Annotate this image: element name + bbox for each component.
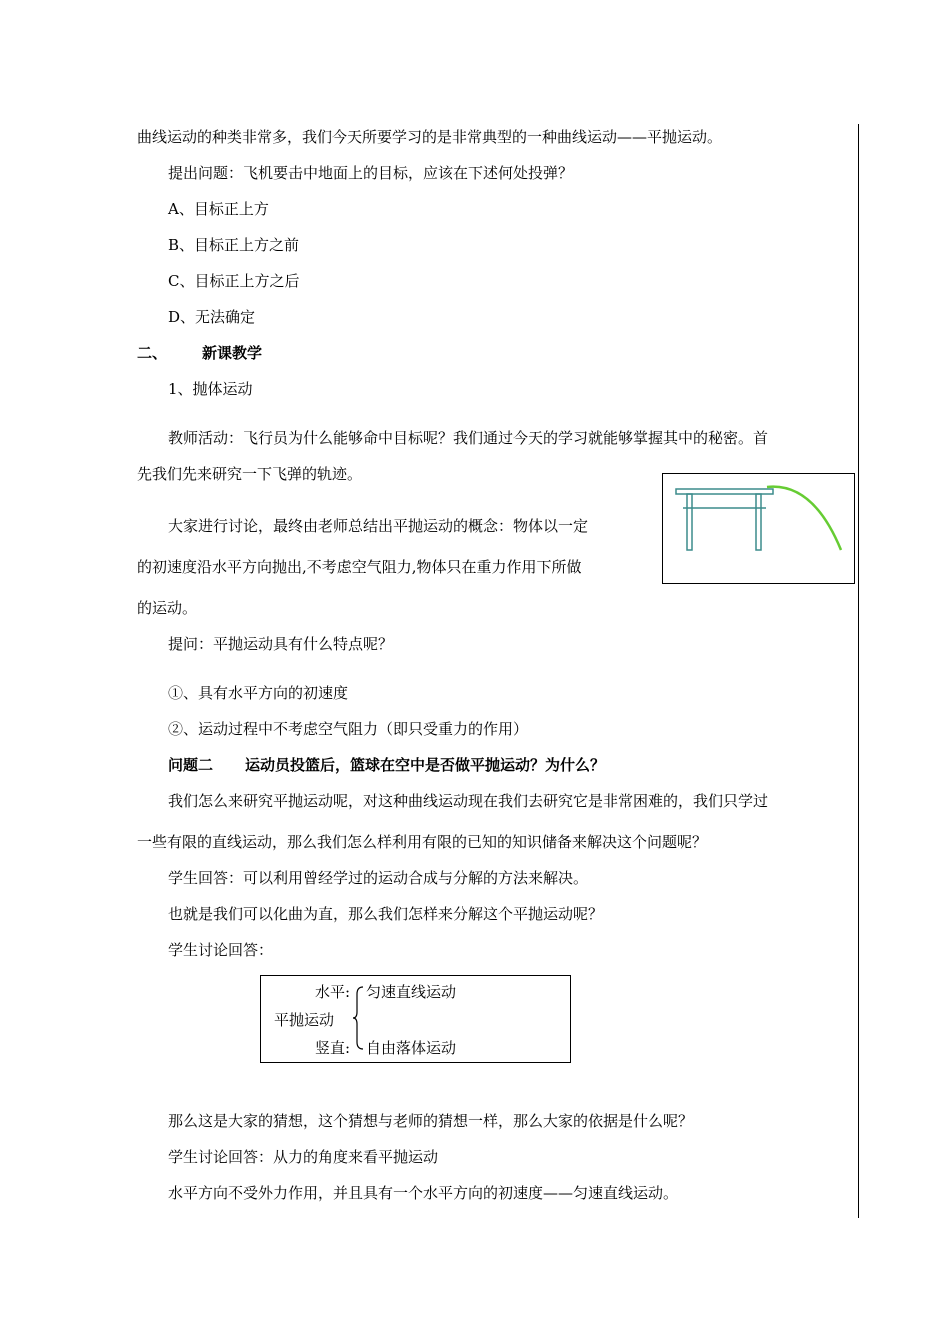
- discussion-line2: 的初速度沿水平方向抛出,不考虑空气阻力,物体只在重力作用下所做: [137, 558, 582, 576]
- table-trajectory-figure: [662, 473, 855, 584]
- right-margin-rule: [858, 124, 859, 1218]
- table-leg-right: [756, 494, 761, 550]
- option-d: D、无法确定: [168, 308, 256, 326]
- student-answer-2: 也就是我们可以化曲为直，那么我们怎样来分解这个平抛运动呢？: [168, 905, 604, 923]
- discussion-line1: 大家进行讨论，最终由老师总结出平抛运动的概念：物体以一定: [168, 517, 589, 535]
- table-trajectory-diagram: [663, 474, 854, 583]
- subsection-title: 1、抛体运动: [168, 380, 253, 398]
- horizontal-label: 水平:: [315, 983, 351, 1001]
- guess-paragraph: 那么这是大家的猜想，这个猜想与老师的猜想一样，那么大家的依据是什么呢？: [168, 1112, 694, 1130]
- vertical-label: 竖直:: [315, 1039, 351, 1057]
- horizontal-value: 匀速直线运动: [366, 983, 457, 1001]
- option-c: C、目标正上方之后: [168, 272, 300, 290]
- vertical-value: 自由落体运动: [366, 1039, 457, 1057]
- teacher-activity-line2: 先我们先来研究一下飞弹的轨迹。: [137, 465, 363, 483]
- horizontal-paragraph: 水平方向不受外力作用，并且具有一个水平方向的初速度——匀速直线运动。: [168, 1184, 679, 1202]
- main-label: 平抛运动: [274, 1011, 335, 1029]
- decomposition-box: [260, 975, 571, 1063]
- section-number: 二、: [137, 344, 168, 362]
- student-answer-1: 学生回答：可以利用曾经学过的运动合成与分解的方法来解决。: [168, 869, 589, 887]
- method-line1: 我们怎么来研究平抛运动呢，对这种曲线运动现在我们去研究它是非常困难的，我们只学过: [168, 792, 769, 810]
- method-line2: 一些有限的直线运动，那么我们怎么样利用有限的已知的知识储备来解决这个问题呢？: [137, 833, 708, 851]
- table-leg-left: [687, 494, 692, 550]
- curly-brace-icon: [352, 986, 366, 1050]
- student-answer-3: 学生讨论回答：: [168, 941, 274, 959]
- feature-2: ②、运动过程中不考虑空气阻力（即只受重力的作用）: [168, 720, 529, 738]
- force-paragraph: 学生讨论回答：从力的角度来看平抛运动: [168, 1148, 439, 1166]
- question-two-label: 问题二: [168, 756, 214, 774]
- question-features: 提问：平抛运动具有什么特点呢？: [168, 635, 394, 653]
- teacher-activity-line1: 教师活动：飞行员为什么能够命中目标呢？我们通过今天的学习就能够掌握其中的秘密。首: [168, 429, 769, 447]
- section-title: 新课教学: [202, 344, 263, 362]
- discussion-line3: 的运动。: [137, 599, 198, 617]
- question-two-text: 运动员投篮后，篮球在空中是否做平抛运动？为什么？: [245, 756, 606, 774]
- question-text: 提出问题：飞机要击中地面上的目标，应该在下述何处投弹？: [168, 164, 574, 182]
- option-b: B、目标正上方之前: [168, 236, 300, 254]
- paragraph-intro: 曲线运动的种类非常多，我们今天所要学习的是非常典型的一种曲线运动——平抛运动。: [137, 128, 723, 146]
- trajectory-curve: [767, 487, 841, 550]
- option-a: A、目标正上方: [168, 200, 269, 218]
- feature-1: ①、具有水平方向的初速度: [168, 684, 349, 702]
